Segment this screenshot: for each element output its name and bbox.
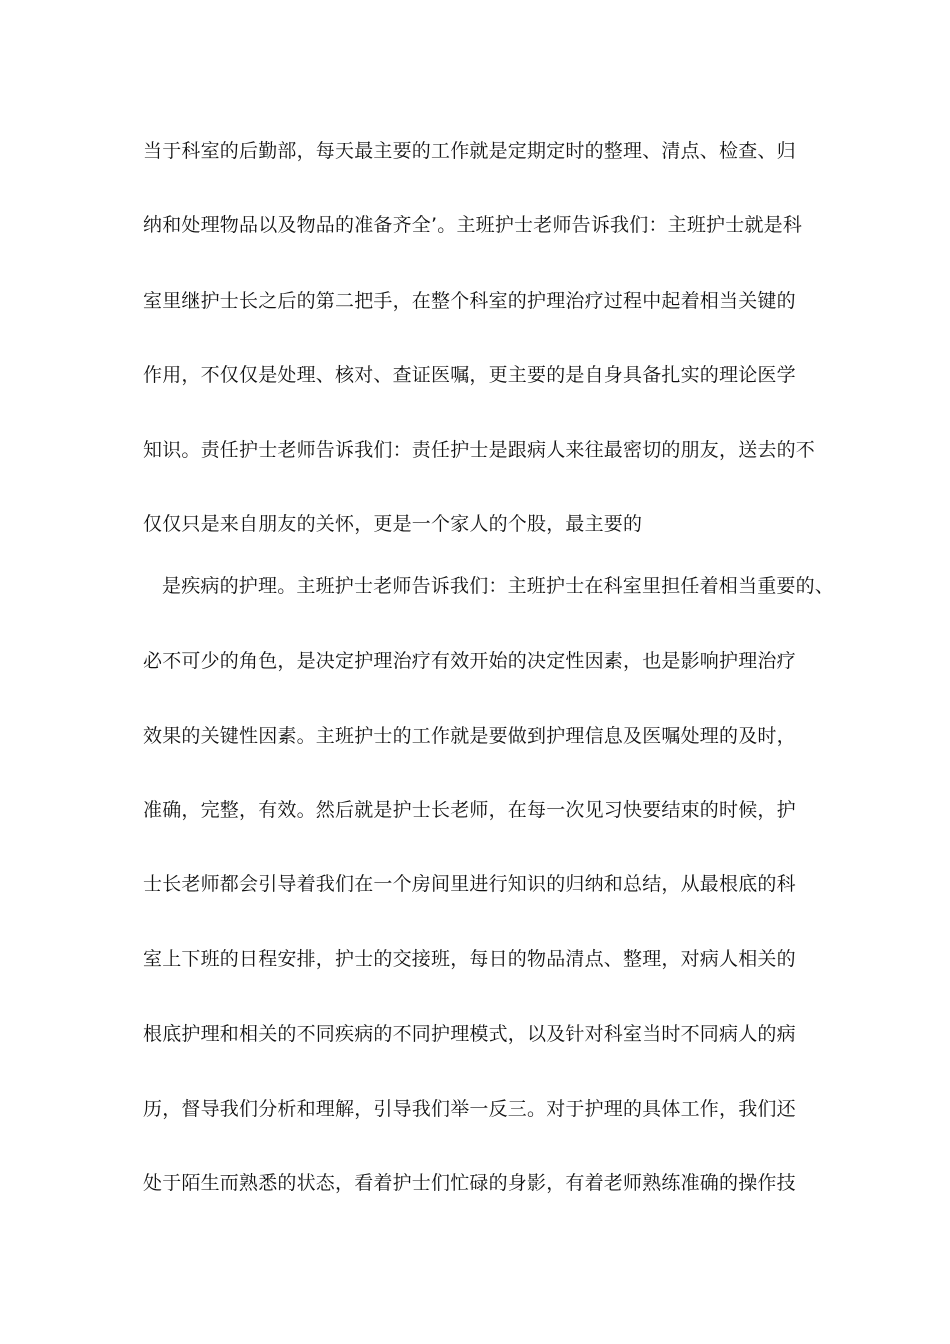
text-line: 室上下班的日程安排，护士的交接班，每日的物品清点、整理，对病人相关的 <box>143 948 796 970</box>
text-line: 根底护理和相关的不同疾病的不同护理模式，以及针对科室当时不同病人的病 <box>143 1023 796 1045</box>
text-line: 历，督导我们分析和理解，引导我们举一反三。对于护理的具体工作，我们还 <box>143 1098 796 1120</box>
text-line: 室里继护士长之后的第二把手，在整个科室的护理治疗过程中起着相当关键的 <box>143 290 796 312</box>
text-line: 仅仅只是来自朋友的关怀，更是一个家人的个股，最主要的 <box>143 513 643 535</box>
text-line: 是疾病的护理。主班护士老师告诉我们：主班护士在科室里担任着相当重要的、 <box>162 575 835 597</box>
text-line: 准确，完整，有效。然后就是护士长老师，在每一次见习快要结束的时候，护 <box>143 799 796 821</box>
text-line: 必不可少的角色，是决定护理治疗有效开始的决定性因素，也是影响护理治疗 <box>143 650 796 672</box>
text-line: 处于陌生而熟悉的状态，看着护士们忙碌的身影，有着老师熟练准确的操作技 <box>143 1172 796 1194</box>
text-line: 当于科室的后勤部，每天最主要的工作就是定期定时的整理、清点、检查、归 <box>143 140 796 162</box>
text-line: 纳和处理物品以及物品的准备齐全’。主班护士老师告诉我们：主班护士就是科 <box>143 214 803 236</box>
text-line: 效果的关键性因素。主班护士的工作就是要做到护理信息及医嘱处理的及时， <box>143 725 796 747</box>
text-line: 士长老师都会引导着我们在一个房间里进行知识的归纳和总结，从最根底的科 <box>143 873 796 895</box>
text-line: 作用，不仅仅是处理、核对、查证医嘱，更主要的是自身具备扎实的理论医学 <box>143 364 796 386</box>
text-line: 知识。责任护士老师告诉我们：责任护士是跟病人来往最密切的朋友，送去的不 <box>143 439 816 461</box>
